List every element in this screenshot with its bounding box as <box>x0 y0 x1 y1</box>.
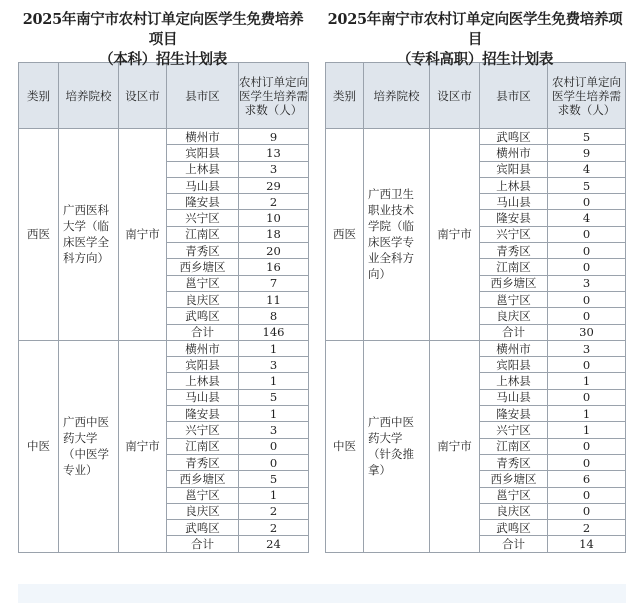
county-cell: 邕宁区 <box>480 291 548 307</box>
title-line-2: （本科）招生计划表 <box>99 51 227 68</box>
footer-bar <box>18 584 626 603</box>
county-cell: 西乡塘区 <box>167 471 239 487</box>
count-cell: 0 <box>548 291 626 307</box>
title-line-1: 2025年南宁市农村订单定向医学生免费培养项目 <box>22 11 304 48</box>
county-cell: 宾阳县 <box>167 357 239 373</box>
city-cell: 南宁市 <box>119 340 167 552</box>
county-cell: 江南区 <box>480 438 548 454</box>
count-cell: 0 <box>548 194 626 210</box>
county-cell: 上林县 <box>167 373 239 389</box>
header-school: 培养院校 <box>364 63 430 129</box>
school-cell: 广西中医药大学（针灸推拿） <box>364 340 430 552</box>
city-cell: 南宁市 <box>119 129 167 341</box>
count-cell: 0 <box>239 454 309 470</box>
undergraduate-plan-table <box>18 62 309 553</box>
table-row <box>326 129 626 145</box>
count-cell: 13 <box>239 145 309 161</box>
county-cell: 青秀区 <box>167 454 239 470</box>
county-cell: 西乡塘区 <box>480 471 548 487</box>
county-cell: 邕宁区 <box>480 487 548 503</box>
header-county: 县市区 <box>480 63 548 129</box>
count-cell: 0 <box>548 438 626 454</box>
total-value-cell: 30 <box>548 324 626 340</box>
vocational-plan-panel <box>325 0 625 553</box>
count-cell: 5 <box>239 471 309 487</box>
county-cell: 武鸣区 <box>480 129 548 145</box>
county-cell: 兴宁区 <box>480 422 548 438</box>
county-cell: 横州市 <box>167 340 239 356</box>
school-cell: 广西医科大学（临床医学全科方向） <box>59 129 119 341</box>
header-demand: 农村订单定向医学生培养需求数（人） <box>548 63 626 129</box>
county-cell: 武鸣区 <box>167 308 239 324</box>
count-cell: 0 <box>548 389 626 405</box>
county-cell: 良庆区 <box>480 308 548 324</box>
category-cell: 西医 <box>19 129 59 341</box>
vocational-plan-title <box>325 0 625 68</box>
count-cell: 11 <box>239 291 309 307</box>
count-cell: 0 <box>548 454 626 470</box>
category-cell: 中医 <box>326 340 364 552</box>
county-cell: 青秀区 <box>167 243 239 259</box>
county-cell: 上林县 <box>480 177 548 193</box>
school-cell: 广西卫生职业技术学院（临床医学专业全科方向） <box>364 129 430 341</box>
county-cell: 西乡塘区 <box>167 259 239 275</box>
county-cell: 马山县 <box>167 389 239 405</box>
total-value-cell: 14 <box>548 536 626 552</box>
count-cell: 3 <box>239 161 309 177</box>
county-cell: 兴宁区 <box>480 226 548 242</box>
count-cell: 0 <box>548 259 626 275</box>
county-cell: 隆安县 <box>167 194 239 210</box>
total-label-cell: 合计 <box>480 536 548 552</box>
county-cell: 江南区 <box>480 259 548 275</box>
count-cell: 0 <box>548 226 626 242</box>
county-cell: 马山县 <box>480 389 548 405</box>
count-cell: 2 <box>239 520 309 536</box>
count-cell: 1 <box>548 373 626 389</box>
city-cell: 南宁市 <box>430 129 480 341</box>
total-value-cell: 24 <box>239 536 309 552</box>
county-cell: 邕宁区 <box>167 275 239 291</box>
count-cell: 16 <box>239 259 309 275</box>
county-cell: 马山县 <box>480 194 548 210</box>
county-cell: 兴宁区 <box>167 422 239 438</box>
county-cell: 邕宁区 <box>167 487 239 503</box>
count-cell: 3 <box>548 275 626 291</box>
count-cell: 1 <box>239 406 309 422</box>
total-label-cell: 合计 <box>480 324 548 340</box>
title-line-1: 2025年南宁市农村订单定向医学生免费培养项目 <box>327 11 623 48</box>
count-cell: 9 <box>239 129 309 145</box>
county-cell: 隆安县 <box>480 406 548 422</box>
count-cell: 5 <box>548 129 626 145</box>
count-cell: 3 <box>239 422 309 438</box>
count-cell: 1 <box>239 487 309 503</box>
county-cell: 横州市 <box>480 340 548 356</box>
county-cell: 武鸣区 <box>480 520 548 536</box>
table-header-row <box>19 63 309 129</box>
count-cell: 3 <box>548 340 626 356</box>
county-cell: 兴宁区 <box>167 210 239 226</box>
count-cell: 0 <box>548 503 626 519</box>
header-category: 类别 <box>326 63 364 129</box>
count-cell: 8 <box>239 308 309 324</box>
county-cell: 隆安县 <box>480 210 548 226</box>
category-cell: 中医 <box>19 340 59 552</box>
header-category: 类别 <box>19 63 59 129</box>
title-line-2: （专科高职）招生计划表 <box>396 51 554 68</box>
undergraduate-plan-panel <box>18 0 308 553</box>
table-row <box>19 340 309 356</box>
total-label-cell: 合计 <box>167 324 239 340</box>
undergraduate-plan-title <box>18 0 308 68</box>
county-cell: 良庆区 <box>480 503 548 519</box>
count-cell: 1 <box>548 406 626 422</box>
count-cell: 29 <box>239 177 309 193</box>
header-city: 设区市 <box>119 63 167 129</box>
count-cell: 3 <box>239 357 309 373</box>
count-cell: 2 <box>548 520 626 536</box>
county-cell: 隆安县 <box>167 406 239 422</box>
county-cell: 西乡塘区 <box>480 275 548 291</box>
header-county: 县市区 <box>167 63 239 129</box>
county-cell: 马山县 <box>167 177 239 193</box>
count-cell: 0 <box>548 243 626 259</box>
county-cell: 良庆区 <box>167 291 239 307</box>
count-cell: 4 <box>548 161 626 177</box>
county-cell: 良庆区 <box>167 503 239 519</box>
count-cell: 7 <box>239 275 309 291</box>
category-cell: 西医 <box>326 129 364 341</box>
vocational-plan-table <box>325 62 626 553</box>
count-cell: 0 <box>548 487 626 503</box>
table-header-row <box>326 63 626 129</box>
county-cell: 横州市 <box>480 145 548 161</box>
county-cell: 青秀区 <box>480 454 548 470</box>
county-cell: 江南区 <box>167 226 239 242</box>
header-city: 设区市 <box>430 63 480 129</box>
county-cell: 横州市 <box>167 129 239 145</box>
count-cell: 2 <box>239 194 309 210</box>
table-row <box>19 129 309 145</box>
count-cell: 2 <box>239 503 309 519</box>
county-cell: 江南区 <box>167 438 239 454</box>
count-cell: 0 <box>239 438 309 454</box>
count-cell: 10 <box>239 210 309 226</box>
count-cell: 5 <box>548 177 626 193</box>
county-cell: 宾阳县 <box>480 161 548 177</box>
city-cell: 南宁市 <box>430 340 480 552</box>
count-cell: 1 <box>239 373 309 389</box>
count-cell: 18 <box>239 226 309 242</box>
count-cell: 1 <box>239 340 309 356</box>
county-cell: 宾阳县 <box>480 357 548 373</box>
count-cell: 9 <box>548 145 626 161</box>
total-value-cell: 146 <box>239 324 309 340</box>
count-cell: 0 <box>548 308 626 324</box>
count-cell: 5 <box>239 389 309 405</box>
header-demand: 农村订单定向医学生培养需求数（人） <box>239 63 309 129</box>
count-cell: 0 <box>548 357 626 373</box>
county-cell: 宾阳县 <box>167 145 239 161</box>
count-cell: 20 <box>239 243 309 259</box>
total-label-cell: 合计 <box>167 536 239 552</box>
count-cell: 6 <box>548 471 626 487</box>
school-cell: 广西中医药大学（中医学专业） <box>59 340 119 552</box>
header-school: 培养院校 <box>59 63 119 129</box>
county-cell: 武鸣区 <box>167 520 239 536</box>
county-cell: 青秀区 <box>480 243 548 259</box>
county-cell: 上林县 <box>167 161 239 177</box>
count-cell: 4 <box>548 210 626 226</box>
table-row <box>326 340 626 356</box>
count-cell: 1 <box>548 422 626 438</box>
county-cell: 上林县 <box>480 373 548 389</box>
